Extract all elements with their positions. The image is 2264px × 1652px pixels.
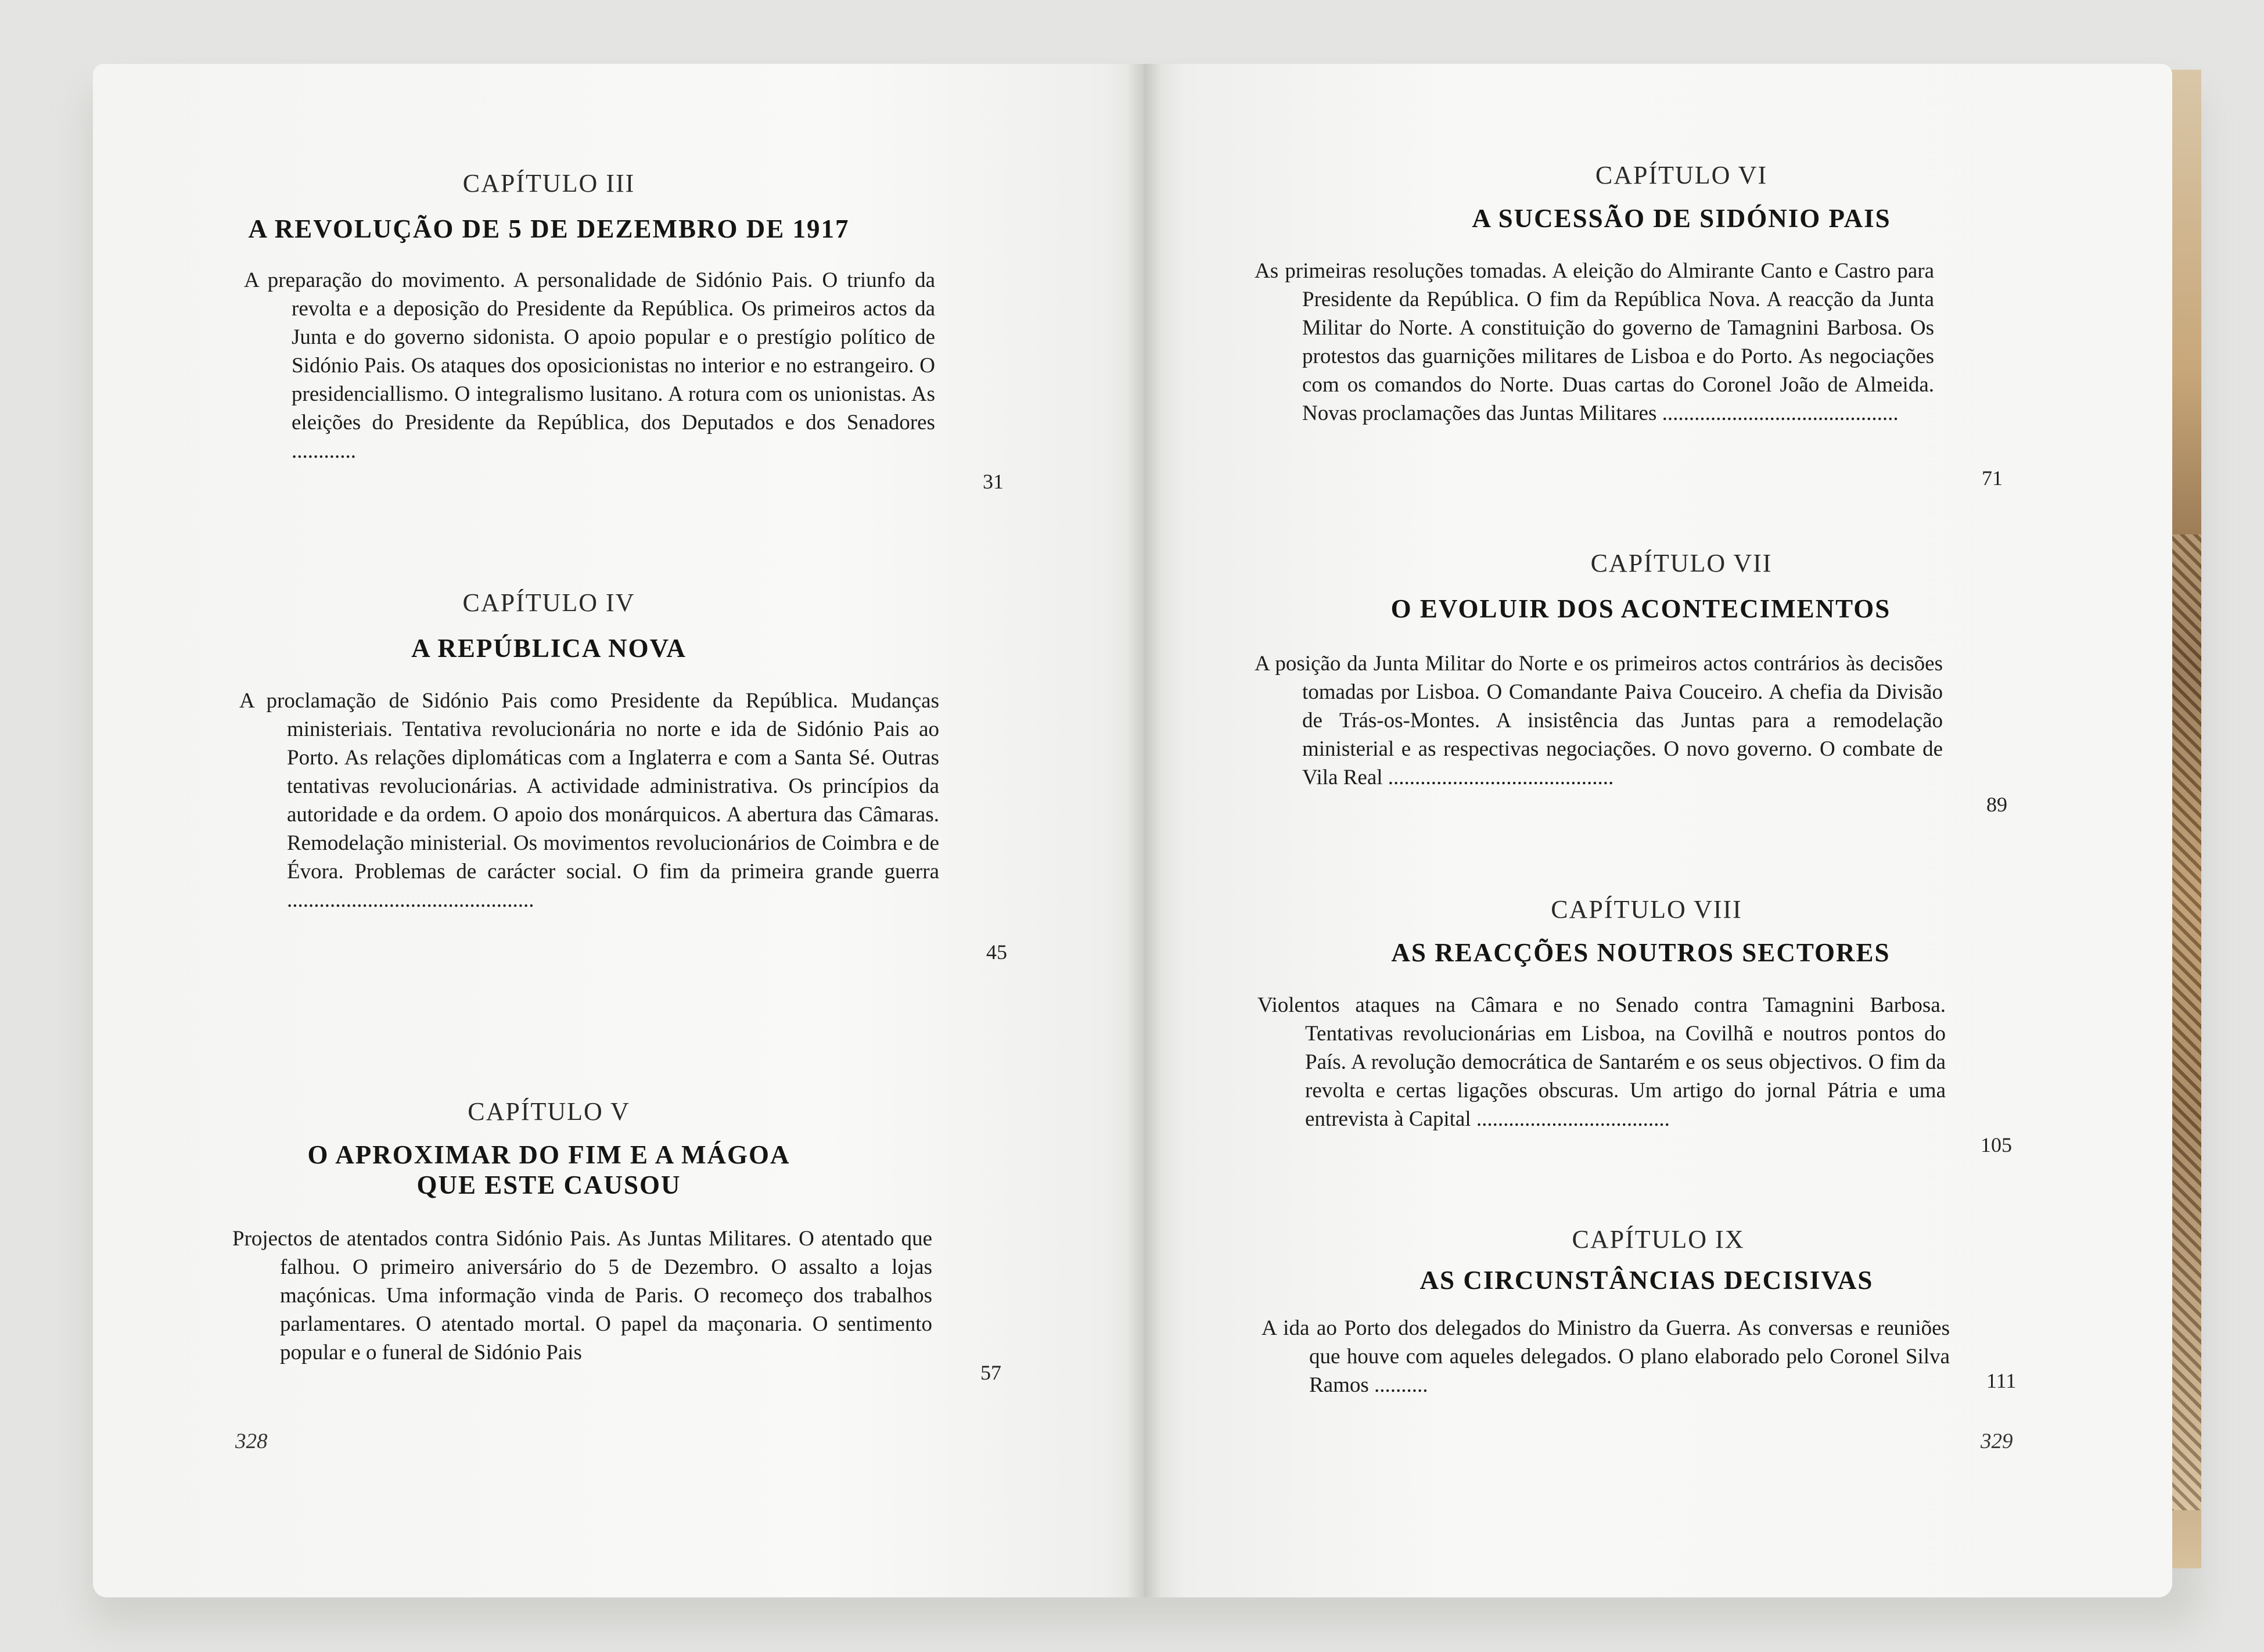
chapter-label: CAPÍTULO V (468, 1097, 630, 1126)
chapter-title: A REPÚBLICA NOVA (411, 634, 687, 663)
chapter-title-line: O APROXIMAR DO FIM E A MÁGOA (307, 1140, 790, 1169)
page-folio: 329 (1981, 1430, 2013, 1453)
page-number-ref: 45 (986, 940, 1007, 964)
chapter-label: CAPÍTULO VI (1595, 161, 1768, 189)
chapter-description: Violentos ataques na Câmara e no Senado contra Tamagnini Barbosa. Tentativas revolucionárias em Lisboa, na Covilhã e noutros pontos do País. A revolução democrática de Santarém e os seus objectivos. O fim da revolta e certas ligações obscuras. Um artigo do jornal Pátria e uma entrevista à Capital .................................... (1257, 993, 1946, 1131)
page-number-ref: 111 (1986, 1369, 2017, 1392)
chapter-title: AS CIRCUNSTÂNCIAS DECISIVAS (1420, 1266, 1874, 1295)
chapter-description: As primeiras resoluções tomadas. A eleição do Almirante Canto e Castro para Presidente da República. O fim da República Nova. A reacção da Junta Militar do Norte. A constituição do governo de Tamagnini Barbosa. Os protestos das guarnições militares de Lisboa e do Porto. As negociações com os comandos do Norte. Duas cartas do Coronel João de Almeida. Novas proclamações das Juntas Militares ............................................ (1255, 259, 1934, 425)
chapter-title-line: QUE ESTE CAUSOU (416, 1170, 681, 1200)
page-number-ref: 105 (1981, 1133, 2012, 1157)
chapter-label: CAPÍTULO IX (1572, 1225, 1745, 1254)
chapter-label: CAPÍTULO VII (1590, 549, 1773, 577)
chapter-title: O EVOLUIR DOS ACONTECIMENTOS (1390, 594, 1891, 623)
chapter-title: AS REACÇÕES NOUTROS SECTORES (1391, 938, 1891, 967)
chapter-description: Projectos de atentados contra Sidónio Pais. As Juntas Militares. O atentado que falhou. O primeiro aniversário do 5 de Dezembro. O assalto a lojas maçónicas. Uma informação vinda de Paris. O recomeço dos trabalhos parlamentares. O atentado mortal. O papel da maçonaria. O sentimento popular e o funeral de Sidónio Pais (232, 1227, 932, 1364)
page-folio: 328 (235, 1430, 268, 1453)
chapter-label: CAPÍTULO VIII (1551, 895, 1742, 924)
chapter-label: CAPÍTULO III (462, 169, 635, 197)
chapter-description: A posição da Junta Militar do Norte e os primeiros actos contrários às decisões tomadas por Lisboa. O Comandante Paiva Couceiro. A chefia da Divisão de Trás-os-Montes. A insistência das Juntas para a remodelação ministerial e as respectivas negociações. O novo governo. O combate de Vila Real .......................................... (1255, 652, 1943, 789)
page-number-ref: 71 (1982, 466, 2003, 490)
page-number-ref: 89 (1986, 793, 2007, 816)
page-number-ref: 31 (983, 470, 1004, 493)
chapter-description: A preparação do movimento. A personalidade de Sidónio Pais. O triunfo da revolta e a deposição do Presidente da República. Os primeiros actos da Junta e do governo sidonista. O apoio popular e o prestígio político de Sidónio Pais. Os ataques dos oposicionistas no interior e no estrangeiro. O presidenciallismo. O integralismo lusitano. A rotura com os unionistas. As eleições do Presidente da República, dos Deputados e dos Senadores ............ (244, 268, 935, 463)
book-gutter (1127, 64, 1162, 1597)
chapter-label: CAPÍTULO IV (462, 588, 635, 617)
chapter-description: A ida ao Porto dos delegados do Ministro da Guerra. As conversas e reuniões que houve com aqueles delegados. O plano elaborado pelo Coronel Silva Ramos .......... (1262, 1316, 1950, 1397)
chapter-description: A proclamação de Sidónio Pais como Presidente da República. Mudanças ministeriais. Tentativa revolucionária no norte e ida de Sidónio Pais ao Porto. As relações diplomáticas com a Inglaterra e com a Santa Sé. Outras tentativas revolucionárias. A actividade administrativa. Os princípios da autoridade e da ordem. O apoio dos monárquicos. A abertura das Câmaras. Remodelação ministerial. Os movimentos revolucionários de Coimbra e de Évora. Problemas de carácter social. O fim da primeira grande guerra .............................................. (239, 689, 939, 912)
chapter-title (174, 1140, 923, 1200)
chapter-title: A SUCESSÃO DE SIDÓNIO PAIS (1472, 204, 1891, 233)
page-number-ref: 57 (980, 1361, 1001, 1384)
chapter-title: A REVOLUÇÃO DE 5 DE DEZEMBRO DE 1917 (248, 214, 850, 243)
